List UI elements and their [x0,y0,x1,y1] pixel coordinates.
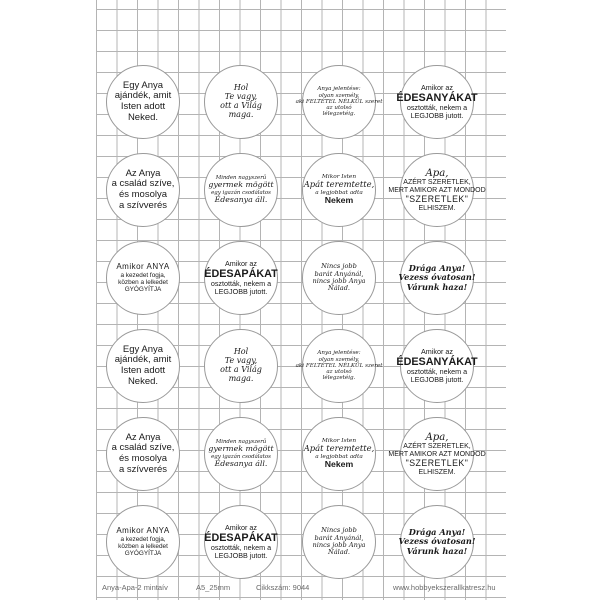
sticker-circle [204,153,278,227]
sticker-text-line: egy igazán csodálatos [211,454,271,460]
sticker-text-line: a legjobbat adta [315,189,363,196]
sticker-circle [204,65,278,139]
sticker-circle [106,505,180,579]
sticker-text-line: aki FELTÉTEL NÉLKÜL szeret [295,98,383,105]
sticker-text-line: GYÓGYÍTJA [124,550,162,558]
sticker-text-line: és mosolya [118,453,168,464]
sticker-text-line: LEGJOBB jutott. [410,111,464,121]
sticker-text-line: lélegzetéig. [322,111,356,118]
sticker-text-line: Minden nagyszerű [215,439,267,446]
sticker-text-line: ÉDESANYÁKAT [396,91,478,104]
sticker-text-line: az utolsó [326,105,352,112]
sticker-text-line: gyermek mögött [208,180,274,190]
sticker-text-line: "SZERETLEK" [405,193,469,204]
sticker-circle [295,329,383,403]
sticker-text-line: Amikor az [225,522,257,532]
sticker-text-line: Amikor ANYA [116,525,170,535]
sticker-text-line: Anya jelentése: [317,350,361,357]
sticker-text-line: LEGJOBB jutott. [214,287,268,297]
sticker-text-line: Nekem [324,459,354,470]
sticker-text-line: osztották, nekem a [210,279,272,288]
sticker-text-line: Isten adott [120,365,166,376]
sticker-circle [388,417,486,491]
sticker-text-line: nincs jobb Anya [312,277,366,285]
sticker-text-line: Várunk haza! [406,281,468,292]
sticker-text-line: gyermek mögött [208,444,274,454]
sticker-text-line: Nincs jobb [321,526,357,535]
sticker-text-line: ajándék, amit [114,90,172,102]
sticker-text-line: közben a lelkedet [118,278,168,286]
sticker-text-line: Apa, [425,431,449,443]
sticker-text-line: Apát teremtette, [303,179,375,190]
sticker-circle [106,241,180,315]
sticker-text-line: ajándék, amit [114,354,172,366]
sticker-circle [400,505,474,579]
sticker-text-line: barát Anyánál, [314,533,364,542]
sticker-text-line: olyan személy, [318,92,360,99]
sticker-text-line: ÉDESAPÁKAT [204,531,278,544]
sticker-text-line: LEGJOBB jutott. [214,551,268,561]
sticker-circle [106,65,180,139]
sticker-circle [388,153,486,227]
sticker-text-line: "SZERETLEK" [405,457,469,468]
website-label: www.hobbyekszerallkatresz.hu [393,583,496,592]
sticker-text-line: ott a Világ [220,365,262,374]
sticker-text-line: Édesanya áll. [214,195,268,205]
sticker-text-line: ÉDESAPÁKAT [204,267,278,280]
sticker-text-line: nincs jobb Anya [312,541,366,549]
sticker-text-line: Mikor Isten [321,437,357,444]
sticker-text-line: a család szíve, [111,178,175,190]
sticker-text-line: ELHISZEM. [418,468,456,476]
sticker-circle [106,329,180,403]
sticker-circle [396,65,478,139]
sticker-text-line: osztották, nekem a [406,103,468,112]
sticker-text-line: Apa, [425,167,449,179]
sticker-text-line: MERT AMIKOR AZT MONDOD [388,186,486,194]
sticker-text-line: osztották, nekem a [406,367,468,376]
sticker-text-line: Nekem [324,195,354,206]
sticker-text-line: Anya jelentése: [317,86,361,93]
sticker-text-line: Te vagy, [224,92,258,102]
article-number-label: Cikkszám: 9044 [256,583,310,592]
sticker-text-line: barát Anyánál, [314,269,364,278]
sticker-text-line: a szívverés [118,463,168,475]
sticker-text-line: aki FELTÉTEL NÉLKÜL szeret [295,362,383,369]
sticker-circle [106,153,180,227]
sticker-text-line: ott a Világ [220,101,262,110]
sticker-text-line: Mikor Isten [321,173,357,180]
sticker-circle [295,65,383,139]
sticker-text-line: Vezess óvatosan! [398,272,476,283]
sheet-name-label: Anya-Apa-2 mintaív [102,583,168,592]
sticker-text-line: a szívverés [118,199,168,211]
sticker-text-line: Egy Anya [122,343,164,355]
sticker-text-line: osztották, nekem a [210,543,272,552]
sticker-text-line: a család szíve, [111,442,175,454]
sticker-text-line: Neked. [127,111,159,123]
sticker-circle [204,329,278,403]
sticker-text-line: a legjobbat adta [315,453,363,460]
sticker-text-line: olyan személy, [318,356,360,363]
sticker-text-line: Amikor ANYA [116,261,170,271]
sticker-text-line: maga. [228,373,254,383]
sticker-text-line: Te vagy, [224,356,258,366]
sticker-text-line: Várunk haza! [406,545,468,556]
sticker-circle [302,417,376,491]
sticker-text-line: LEGJOBB jutott. [410,375,464,385]
sticker-circle [400,241,474,315]
sticker-text-line: Drága Anya! [408,527,466,538]
sticker-circle [396,329,478,403]
sticker-text-line: AZÉRT SZERETLEK, [403,179,471,187]
sticker-text-line: MERT AMIKOR AZT MONDOD [388,450,486,458]
sticker-text-line: közben a lelkedet [118,542,168,550]
sticker-text-line: Amikor az [225,258,257,268]
sticker-text-line: az utolsó [326,369,352,376]
sticker-text-line: a kezedet fogja, [120,271,166,279]
sticker-text-line: egy igazán csodálatos [211,190,271,196]
sticker-text-line: Drága Anya! [408,263,466,274]
sticker-circle [204,417,278,491]
sticker-text-line: Egy Anya [122,79,164,91]
sticker-text-line: maga. [228,109,254,119]
sticker-text-line: Hol [233,83,249,93]
sticker-text-line: a kezedet fogja, [120,535,166,543]
sticker-circle [302,505,376,579]
sticker-text-line: Apát teremtette, [303,443,375,454]
sticker-text-line: Amikor az [421,82,453,92]
sticker-text-line: Nálad. [327,548,351,557]
sticker-text-line: Az Anya [125,167,161,179]
sticker-text-line: Hol [233,347,249,357]
sticker-circle [106,417,180,491]
sticker-text-line: és mosolya [118,189,168,200]
sticker-circle [204,505,278,579]
sticker-text-line: GYÓGYÍTJA [124,286,162,294]
sticker-text-line: ÉDESANYÁKAT [396,355,478,368]
sticker-text-line: lélegzetéig. [322,375,356,382]
sticker-circle [302,153,376,227]
sticker-text-line: AZÉRT SZERETLEK, [403,443,471,451]
sticker-circle [302,241,376,315]
sticker-text-line: Vezess óvatosan! [398,536,476,547]
sticker-circle [204,241,278,315]
sticker-text-line: Neked. [127,375,159,387]
sticker-text-line: Minden nagyszerű [215,175,267,182]
size-label: A5_25mm [196,583,231,592]
sticker-text-line: Nincs jobb [321,262,357,271]
sticker-text-line: Édesanya áll. [214,459,268,469]
sticker-text-line: Isten adott [120,101,166,112]
sticker-text-line: Nálad. [327,284,351,293]
sticker-text-line: Az Anya [125,431,161,443]
sticker-text-line: ELHISZEM. [418,204,456,212]
sticker-text-line: Amikor az [421,346,453,356]
